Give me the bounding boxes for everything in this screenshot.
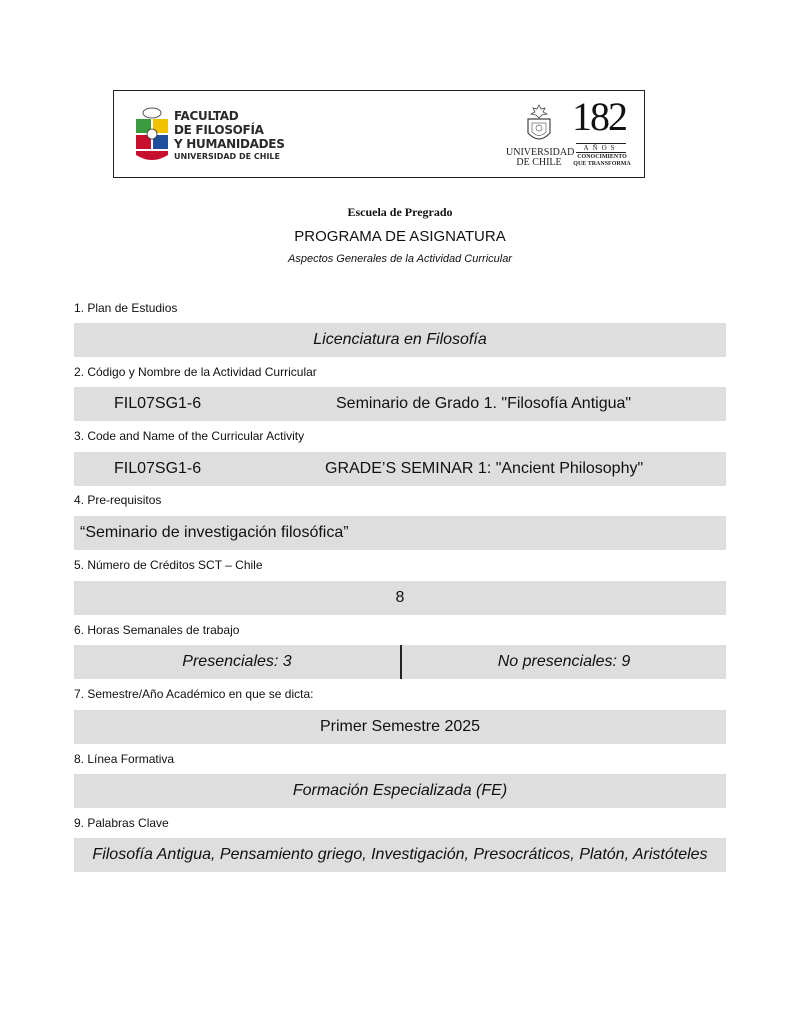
program-title: PROGRAMA DE ASIGNATURA — [294, 228, 506, 245]
keywords-value: Filosofía Antigua, Pensamiento griego, Investigación, Presocráticos, Platón, Aristóteles — [92, 846, 708, 863]
faculty-line-2: DE FILOSOFÍA — [174, 123, 264, 137]
course-name-en: GRADE’S SEMINAR 1: "Ancient Philosophy" — [325, 460, 644, 477]
faculty-shield-logo — [134, 107, 170, 165]
section-6-label: 6. Horas Semanales de trabajo — [74, 623, 240, 637]
section-4-label: 4. Pre-requisitos — [74, 493, 162, 507]
anniversary-tag-line-1: CONOCIMIENTO — [577, 154, 627, 160]
university-name — [506, 147, 575, 168]
uch-line-2: DE CHILE — [516, 157, 562, 168]
semester-value: Primer Semestre 2025 — [319, 718, 481, 735]
section-5-label: 5. Número de Créditos SCT – Chile — [74, 558, 263, 572]
semester-field — [74, 710, 726, 744]
section-9-label: 9. Palabras Clave — [74, 816, 169, 830]
study-plan-value: Licenciatura en Filosofía — [313, 331, 487, 348]
course-code-name-field — [74, 387, 726, 421]
anniversary-years: AÑOS — [576, 143, 626, 153]
faculty-line-3: Y HUMANIDADES — [174, 137, 285, 151]
university-crest-logo — [524, 103, 554, 147]
header-logo-box — [113, 90, 645, 178]
prerequisites-value: “Seminario de investigación filosófica” — [80, 524, 349, 541]
section-3-label: 3. Code and Name of the Curricular Activity — [74, 429, 305, 443]
course-code-name-en-field — [74, 452, 726, 486]
keywords-field — [74, 838, 726, 872]
faculty-name — [174, 109, 285, 163]
faculty-line-1: FACULTAD — [174, 109, 239, 123]
course-code: FIL07SG1-6 — [114, 395, 202, 412]
credits-field — [74, 581, 726, 615]
anniversary-number: 182 — [572, 94, 626, 139]
study-plan-field — [74, 323, 726, 357]
uch-line-1: UNIVERSIDAD — [506, 147, 575, 158]
program-subtitle: Aspectos Generales de la Actividad Curricular — [288, 253, 512, 265]
anniversary-tagline — [572, 154, 632, 168]
weekly-hours-field — [74, 645, 726, 679]
in-person-hours: Presenciales: 3 — [182, 653, 292, 670]
course-name: Seminario de Grado 1. "Filosofía Antigua" — [336, 395, 632, 412]
course-code-en: FIL07SG1-6 — [114, 460, 202, 477]
prerequisites-field — [74, 516, 726, 550]
school-heading: Escuela de Pregrado — [347, 205, 453, 219]
section-2-label: 2. Código y Nombre de la Actividad Curricular — [74, 365, 317, 379]
formative-line-value: Formación Especializada (FE) — [292, 782, 508, 799]
remote-hours: No presenciales: 9 — [497, 653, 631, 670]
credits-value: 8 — [395, 589, 405, 606]
section-8-label: 8. Línea Formativa — [74, 752, 175, 766]
section-1-label: 1. Plan de Estudios — [74, 301, 178, 315]
anniversary-tag-line-2: QUE TRANSFORMA — [573, 161, 631, 167]
formative-line-field — [74, 774, 726, 808]
section-7-label: 7. Semestre/Año Académico en que se dicta: — [74, 687, 314, 701]
faculty-university: UNIVERSIDAD DE CHILE — [174, 152, 280, 161]
